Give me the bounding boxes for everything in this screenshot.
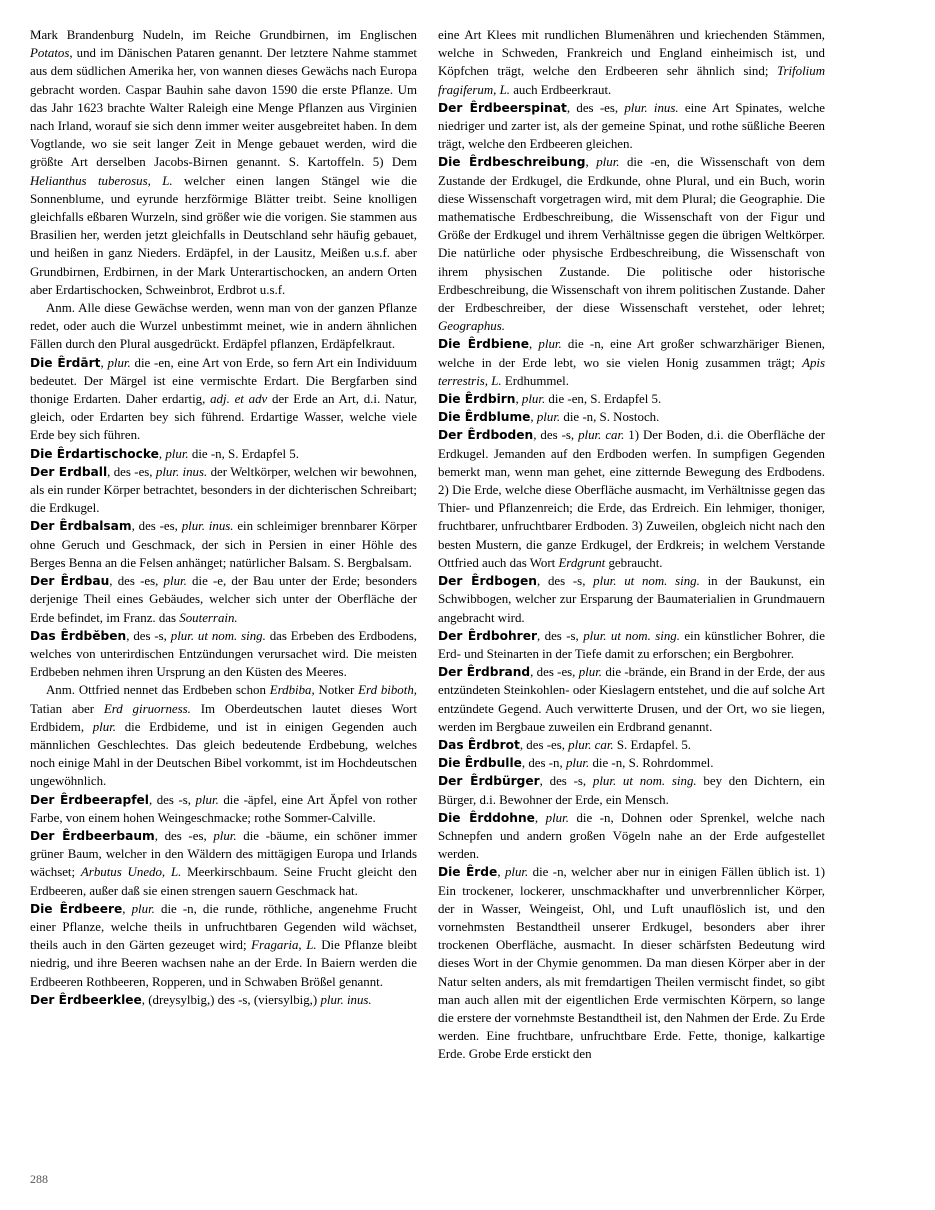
- right-column: [438, 26, 825, 1064]
- left-column: [30, 26, 417, 1009]
- entry-headword: Der Êrdbohrer: [438, 628, 537, 643]
- dictionary-entry: [438, 663, 825, 736]
- entry-headword: Der Erdball: [30, 464, 108, 479]
- entry-text: , des -n, plur. die -n, S. Rohrdommel.: [521, 756, 714, 771]
- dictionary-entry: [30, 445, 417, 463]
- dictionary-entry: [438, 627, 825, 663]
- entry-headword: Die Êrdblume: [438, 410, 531, 425]
- entry-headword: Die Êrdārt: [30, 355, 101, 370]
- text-paragraph: [30, 299, 417, 354]
- entry-headword: Die Êrdbirn: [438, 392, 516, 407]
- entry-text: , plur. die -en, S. Erdapfel 5.: [515, 392, 662, 407]
- entry-headword: Der Êrdbeerspinat: [438, 100, 567, 115]
- entry-text: Mark Brandenburg Nudeln, im Reiche Grundbirnen, im Englischen Potatos, und im Dänischen Pataren genannt. Der letztere Nahme stammet aus dem südlichen Amerika her, von wannen dieses Gewächs nach Europa gebracht worden. Caspar Bauhin sahe davon 1590 die erste Pflanze. Um das Jahr 1623 brachte Walter Raleigh eine Menge Pflanzen aus Virginien nach Irland, worauf sie sich denn immer weiter ausgebreitet haben. In dem Vogtlande, wo sie seit langer Zeit in Menge gebauet werden, wird die größte Art derselben Jacobs-Birnen genannt. S. Kartoffeln. 5) Dem Helianthus tuberosus, L. welcher einen langen Stängel wie die Sonnenblume, und eyrunde herzförmige Blätter treibt. Seine knolligen gleichfalls eßbaren Wurzeln, sind größer wie die vorigen. Sie stammen aus Brasilien her, werden jetzt gleichfalls in Deutschland sehr häufig gebauet, und heißen in ganz Nieders. Erdäpfel, in der Lausitz, Meißen u.s.f. aber Grundbirnen, Erdbirnen, in der Mark Unterartischocken, an andern Orten aber Erdartischocken, Schweinbrot, Erdbrot u.s.f.: [30, 28, 417, 297]
- entry-text: , des -s, plur. die -äpfel, eine Art Äpfel von rother Farbe, von einem hohen Weingeschmacke; rothe Sommer-Calville.: [30, 792, 417, 825]
- entry-text: , plur. die -n, S. Erdapfel 5.: [158, 446, 299, 461]
- dictionary-entry: [438, 335, 825, 390]
- dictionary-entry: [438, 408, 825, 426]
- text-paragraph: [438, 26, 825, 99]
- entry-headword: Die Êrdartischocke: [30, 446, 159, 461]
- text-paragraph: [30, 681, 417, 790]
- entry-headword: Die Êrdbiene: [438, 337, 529, 352]
- entry-headword: Die Êrdbeere: [30, 901, 123, 916]
- dictionary-entry: [438, 426, 825, 572]
- entry-text: , des -s, plur. ut nom. sing. bey den Dichtern, ein Bürger, d.i. Bewohner der Erde, ein Mensch.: [438, 774, 825, 807]
- entry-headword: Das Êrdbĕben: [30, 628, 127, 643]
- entry-text: Anm. Ottfried nennet das Erdbeben schon Erdbiba, Notker Erd biboth, Tatian aber Erd giruorness. Im Oberdeutschen lautet dieses Wort Erdbidem, plur. die Erdbideme, und ist in einigen Gegenden auch männlichen Geschlechtes. Das gleich bedeutende Erdbebung, welches noch einige Mahl in der Deutschen Bibel vorkommt, ist im Hochdeutschen ungewöhnlich.: [30, 683, 418, 789]
- dictionary-entry: [438, 863, 825, 1063]
- entry-headword: Der Êrdbogen: [438, 574, 537, 589]
- entry-text: , plur. die -n, die runde, röthliche, angenehme Frucht einer Pflanze, welche theils in unfruchtbaren Gegenden wild wächset, theils auch in den Gärten gezeuget wird; Fragaria, L. Die Pflanze bleibt niedrig, und ihre Beeren wachsen nahe an der Erde. In Baiern werden die Erdbeeren Rothbeeren, Ropperen, und in Schwaben Brößel genannt.: [30, 901, 418, 989]
- dictionary-entry: [30, 572, 417, 627]
- entry-text: , plur. die -n, S. Nostoch.: [530, 410, 660, 425]
- dictionary-entry: [30, 900, 417, 991]
- entry-text: , plur. die -en, eine Art von Erde, so fern Art ein Individuum bedeutet. Der Märgel ist eine vermischte Erdart. Die Bergfarben sind thonige Erdarten. Daher erdartig, adj. et adv der Erde an Art, d.i. Natur, gleich, oder Erdarten bey sich führend. Erdartige Wasser, welche viele Erde bey sich führen.: [30, 355, 417, 443]
- dictionary-entry: [438, 99, 825, 154]
- entry-text: , plur. die -n, welcher aber nur in einigen Fällen üblich ist. 1) Ein trockener, lockerer, unschmackhafter und unverbrennlicher Körper, der in Wasser, Weingeist, Ohl, und Luft unauflöslich ist, und den vornehmsten Bestandtheil unserer Erdkugel, besonders aber ihrer trockenen Oberfläche, ausmacht. In dieser schärfsten Bedeutung wird dieses Wort in der Chymie genommen. Da man diesen Körper aber in der Natur selten anders, als mit fremdartigen Theilen vermischt findet, so gibt man auch allen mit der eigentlichen Erde vermischten Körpern, so lange die erstere der vornehmste Bestandtheil ist, den Nahmen der Erde. Zu Erde werden. Eine fruchtbare, unfruchtbare Erde. Fette, thonige, kalkartige Erde. Grobe Erde erstickt den: [438, 865, 825, 1062]
- entry-headword: Die Êrdbulle: [438, 756, 522, 771]
- entry-text: , plur. die -n, Dohnen oder Sprenkel, welche nach Schnepfen und andern großen Vögeln nahe an der Erde aufgestellet werden.: [438, 810, 825, 862]
- dictionary-entry: [30, 791, 417, 827]
- entry-text: , des -es, plur. die -bäume, ein schöner immer grüner Baum, welcher in den Wäldern des mittägigen Europa und Irlands wächset; Arbutus Unedo, L. Meerkirschbaum. Seine Frucht gleicht den Erdbeeren, außer daß sie einen strengen sauern Geschmack hat.: [30, 828, 417, 898]
- entry-text: , des -s, plur. ut nom. sing. in der Baukunst, ein Schwibbogen, welcher zur Ersparung der Baumaterialien in Grundmauern angebracht wird.: [438, 574, 825, 625]
- entry-text: , plur. die -n, eine Art großer schwarzhäriger Bienen, welche in der Erde lebt, wo sie vielen Honig zusammen trägt; Apis terrestris, L. Erdhummel.: [438, 337, 825, 388]
- dictionary-entry: [30, 517, 417, 572]
- entry-headword: Das Êrdbrot: [438, 737, 520, 752]
- entry-headword: Der Êrdbeerapfel: [30, 792, 149, 807]
- entry-headword: Der Êrdboden: [438, 428, 534, 443]
- dictionary-entry: [438, 772, 825, 808]
- dictionary-entry: [438, 572, 825, 627]
- entry-headword: Die Êrddohne: [438, 810, 535, 825]
- entry-headword: Der Êrdbrand: [438, 665, 531, 680]
- entry-text: , plur. die -en, die Wissenschaft von dem Zustande der Erdkugel, die Erdkunde, ohne Plural, und ein Buch, worin diese Wissenschaft vorgetragen wird, mit dem Plural; die Geographie. Die mathematische Erdbeschreibung, die Wissenschaft von der Figur und Größe der Erdkugel und ihrem Verhältnisse gegen die übrigen Weltkörper. Die natürliche oder physische Erdbeschreibung, die Wissenschaft von ihrem physischen Zustande. Die politische oder historische Erdbeschreibung, die Wissenschaft von ihrem politischen Zustande. Daher der Erdbeschreiber, der diese Wissenschaft verstehet, oder lehret; Geographus.: [438, 155, 826, 334]
- dictionary-entry: [438, 754, 825, 772]
- dictionary-entry: [30, 991, 417, 1009]
- entry-text: , (dreysylbig,) des -s, (viersylbig,) plur. inus.: [141, 992, 372, 1007]
- dictionary-entry: [438, 809, 825, 864]
- entry-headword: Die Êrdbeschreibung: [438, 155, 586, 170]
- entry-headword: Die Êrde: [438, 865, 498, 880]
- dictionary-entry: [30, 354, 417, 445]
- entry-headword: Der Êrdbürger: [438, 774, 540, 789]
- entry-text: , des -es, plur. inus. eine Art Spinates, welche niedriger und zarter ist, als der gemeine Spinat, und rothe süßliche Beeren trägt, welche den Erdbeeren gleichen.: [438, 100, 825, 152]
- entry-text: , des -es, plur. die -e, der Bau unter der Erde; besonders derjenige Theil eines Gebäudes, welcher sich unter der Oberfläche der Erde befindet, im Franz. das Souterrain.: [30, 574, 418, 625]
- dictionary-entry: [30, 827, 417, 900]
- entry-headword: Der Êrdbau: [30, 574, 110, 589]
- entry-text: , des -es, plur. inus. der Weltkörper, welchen wir bewohnen, als ein runder Körper betrachtet, besonders in der dichterischen Schreibart; die Erdkugel.: [30, 464, 417, 516]
- page-number: 288: [30, 1172, 48, 1186]
- dictionary-entry: [30, 627, 417, 682]
- text-paragraph: [30, 26, 417, 299]
- entry-headword: Der Êrdbeerbaum: [30, 828, 155, 843]
- dictionary-entry: [438, 390, 825, 408]
- entry-text: Anm. Alle diese Gewächse werden, wenn man von der ganzen Pflanze redet, oder auch die Wurzel unbestimmt meinet, wie in andern ähnlichen Fällen durch den Plural ausgedrückt. Erdäpfel pflanzen, Erdäpfelkraut.: [30, 301, 417, 352]
- dictionary-entry: [438, 153, 825, 335]
- entry-text: , des -s, plur. ut nom. sing. das Erbeben des Erdbodens, welches von unterirdischen Entzündungen verursachet wird. Die meisten Erdbeben nehmen ihren Ursprung an den Küsten des Meeres.: [30, 628, 417, 680]
- entry-headword: Der Êrdbeerklee: [30, 992, 142, 1007]
- dictionary-entry: [438, 736, 825, 754]
- entry-text: eine Art Klees mit rundlichen Blumenähren und kriechenden Stämmen, welche in Schweden, Frankreich und England einheimisch ist, und Köpfchen trägt, welche den Erdbeeren sehr ähnlich sind; Trifolium fragiferum, L. auch Erdbeerkraut.: [438, 28, 825, 97]
- entry-text: , des -es, plur. die -brände, ein Brand in der Erde, der aus entzündeten Steinkohlen- oder Kieslagern entstehet, und die auf solche Art entzündete Gegend. Auch verwitterte Drusen, und der Ort, wo sie liegen, werden im Bergbaue zuweilen ein Erdbrand genannt.: [438, 665, 826, 734]
- entry-text: , des -s, plur. ut nom. sing. ein künstlicher Bohrer, die Erd- und Steinarten in der Tiefe damit zu erforschen; ein Bergbohrer.: [438, 628, 825, 661]
- entry-text: , des -es, plur. car. S. Erdapfel. 5.: [519, 737, 691, 752]
- entry-headword: Der Êrdbalsam: [30, 519, 132, 534]
- entry-text: , des -es, plur. inus. ein schleimiger brennbarer Körper ohne Geruch und Geschmack, der sich in Persien in einer Höhle des Berges Benna an die Felsen anhänget; natürlicher Balsam. S. Bergbalsam.: [30, 519, 417, 570]
- entry-text: , des -s, plur. car. 1) Der Boden, d.i. die Oberfläche der Erdkugel. Jemanden auf den Erdboden werfen. In sumpfigen Gegenden bemerkt man, wenn man gehet, eine zitternde Bewegung des Erdbodens. 2) Die Erde, welche diese Oberfläche ausmacht, im Verhältnisse gegen das Thier- und Pflanzenreich; die Erde, das Erdreich. Ein lehmiger, thoniger, fruchtbarer, unfruchtbarer Erdboden. 3) Zuweilen, obgleich nicht nach den besten Mustern, die ganze Erdkugel, der Erdkreis; in welchem Verstande Ottfried auch das Wort Erdgrunt gebraucht.: [438, 428, 825, 570]
- dictionary-entry: [30, 463, 417, 518]
